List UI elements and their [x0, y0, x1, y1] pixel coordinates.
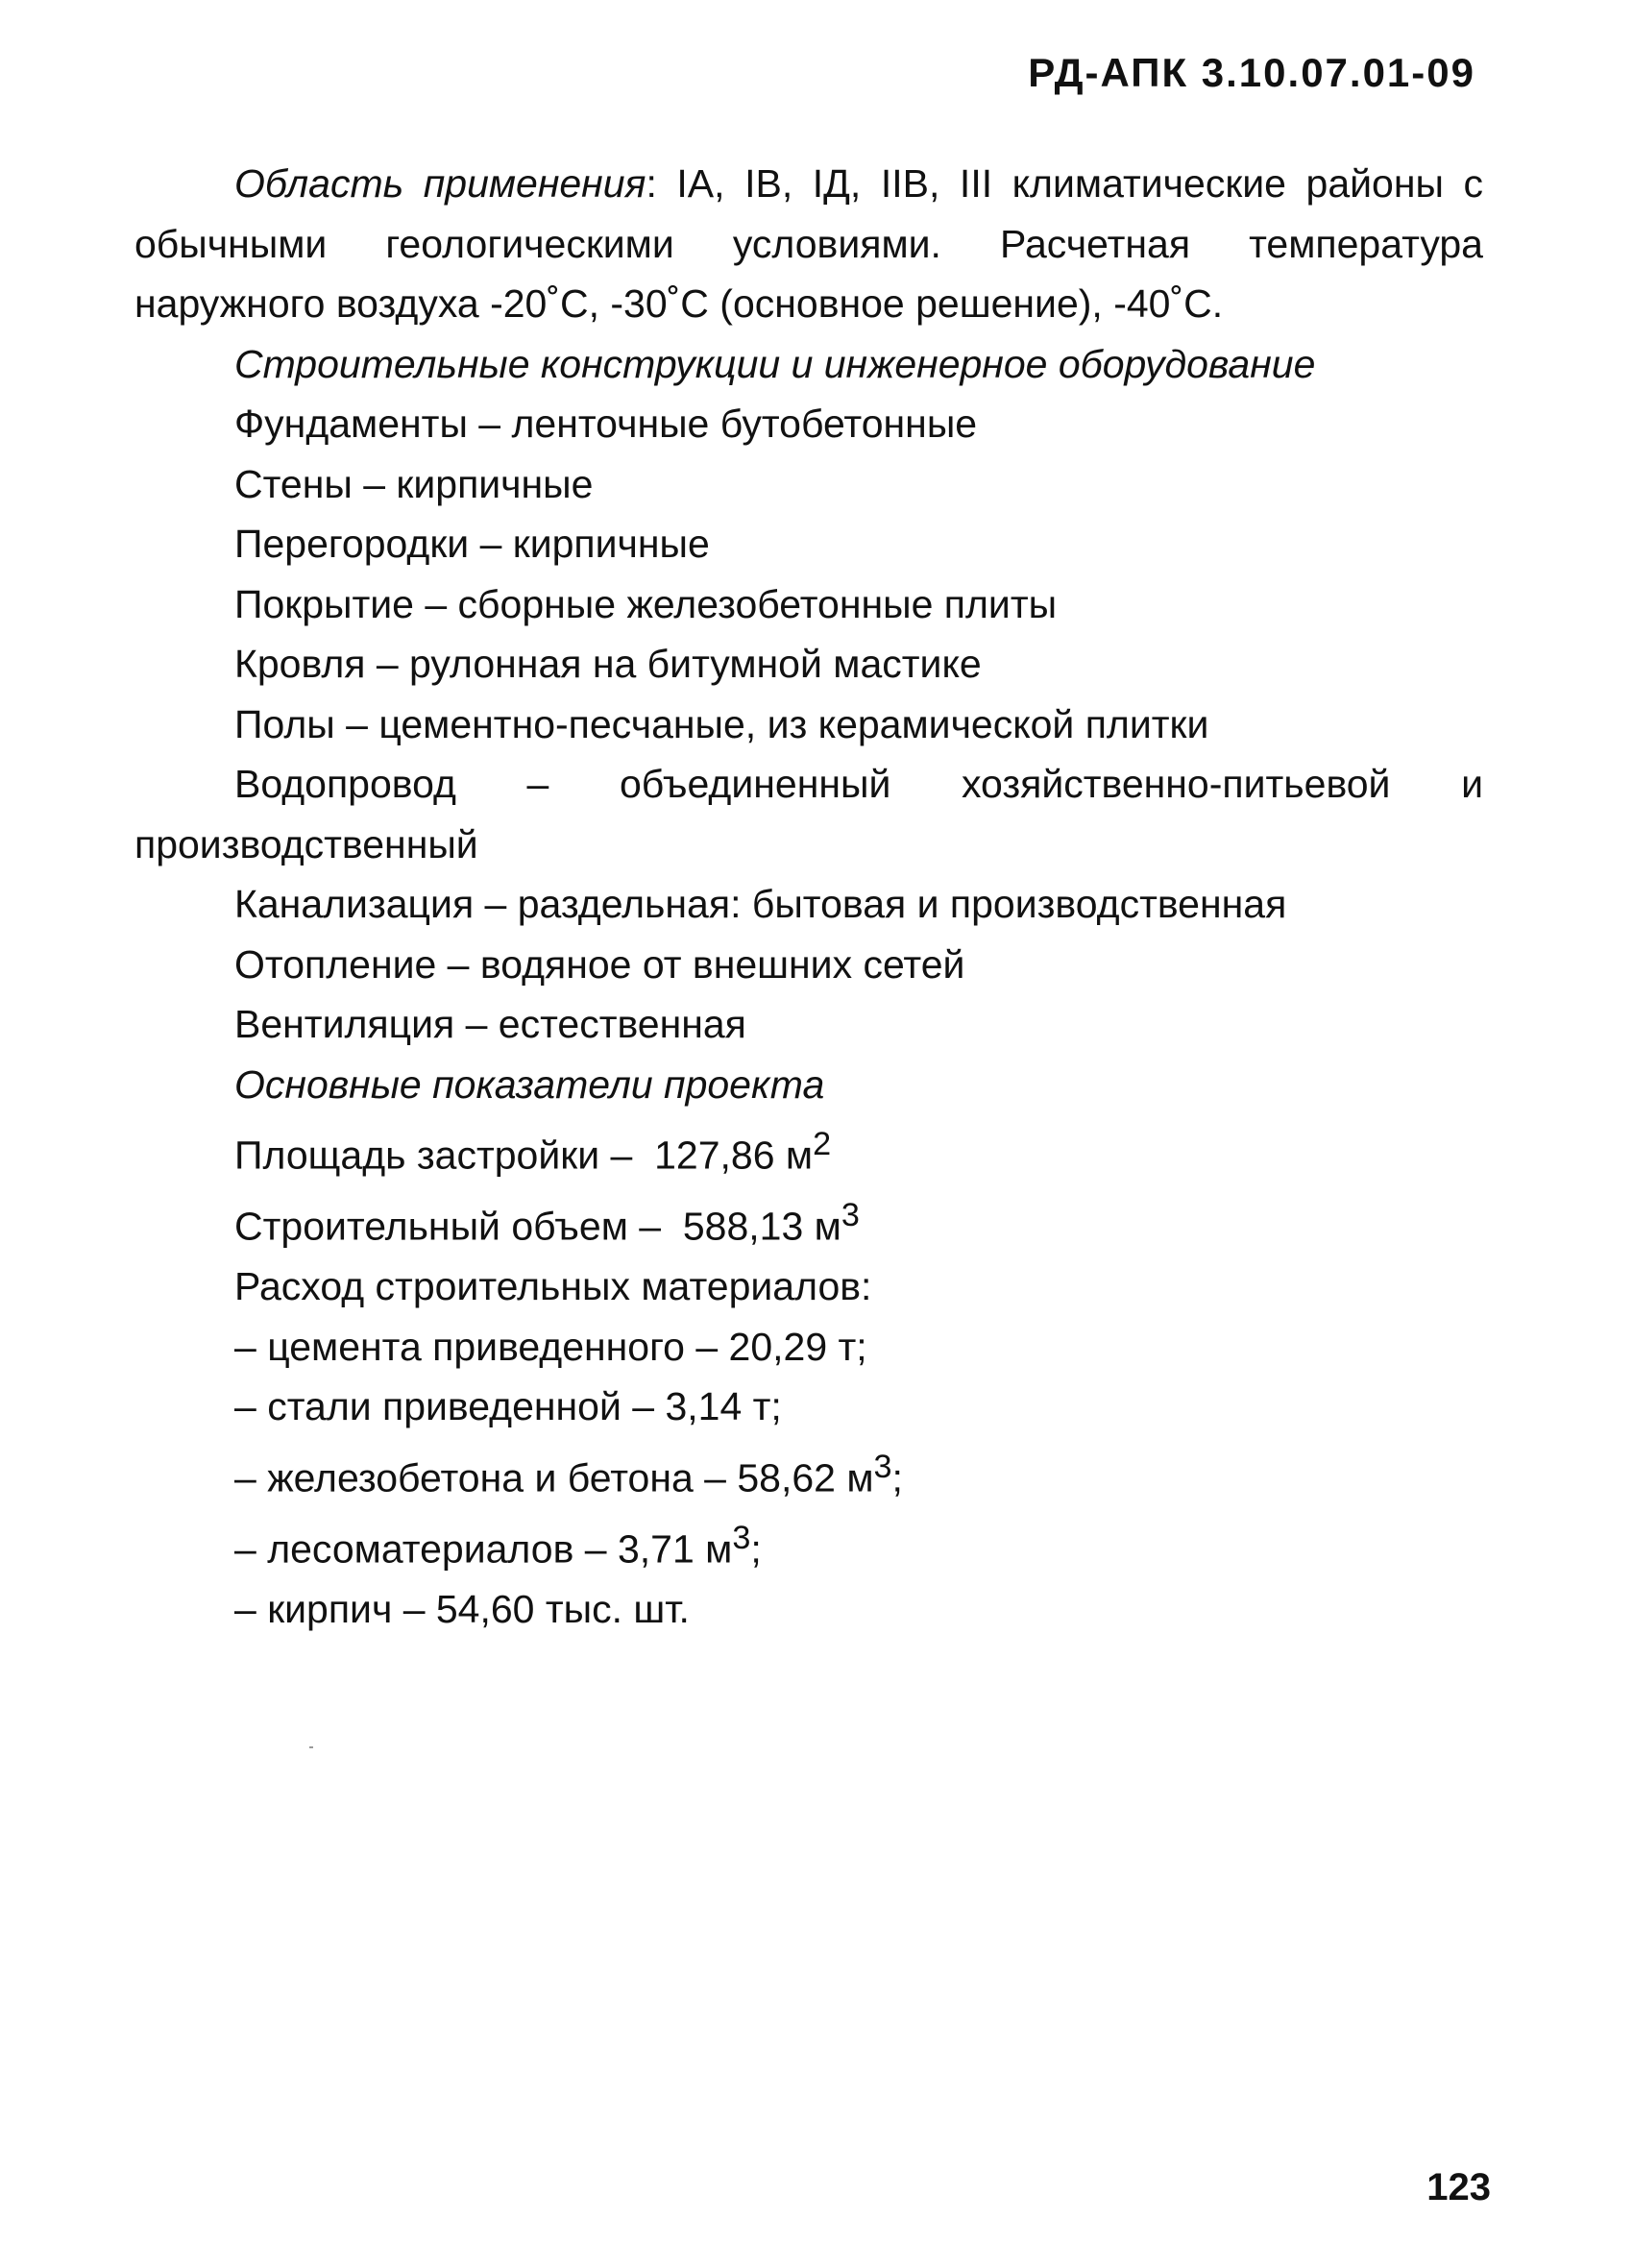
- material-timber-end: ;: [750, 1526, 762, 1572]
- building-area-value: 127,86 м: [654, 1133, 814, 1178]
- scan-speck: [309, 1746, 313, 1748]
- building-area-row: [134, 1114, 1483, 1185]
- materials-heading: Расход строительных материалов:: [234, 1264, 872, 1309]
- construction-heating: Отопление – водяное от внешних сетей: [234, 941, 965, 987]
- material-concrete-text: – железобетона и бетона – 58,62 м: [234, 1455, 874, 1500]
- material-timber: [134, 1508, 1483, 1579]
- building-volume-row: [134, 1185, 1483, 1256]
- material-concrete-end: ;: [891, 1455, 903, 1500]
- document-code: РД-АПК 3.10.07.01-09: [1028, 50, 1475, 95]
- material-timber-text: – лесоматериалов – 3,71 м: [234, 1526, 733, 1572]
- building-volume-unit-sup: 3: [841, 1197, 860, 1234]
- scope-paragraph: [134, 154, 1483, 334]
- page-number: 123: [1426, 2166, 1491, 2208]
- construction-walls: Стены – кирпичные: [234, 461, 594, 506]
- building-area-unit-sup: 2: [813, 1126, 832, 1162]
- material-steel: – стали приведенной – 3,14 т;: [234, 1384, 782, 1429]
- construction-foundations: Фундаменты – ленточные бутобетонные: [234, 402, 978, 446]
- material-brick: – кирпич – 54,60 тыс. шт.: [234, 1587, 690, 1632]
- scope-label: Область применения: [234, 161, 646, 206]
- construction-floors: Полы – цементно-песчаные, из керамической плитки: [234, 701, 1209, 746]
- construction-ventilation: Вентиляция – естественная: [234, 1002, 746, 1046]
- material-concrete: [134, 1437, 1483, 1508]
- construction-water-supply: Водопровод – объединенный хозяйственно-питьевой и производственный: [134, 762, 1483, 866]
- building-volume-value: 588,13 м: [682, 1204, 841, 1249]
- building-volume-label: Строительный объем –: [234, 1204, 662, 1249]
- construction-sewerage: Канализация – раздельная: бытовая и производственная: [234, 882, 1287, 926]
- construction-partitions: Перегородки – кирпичные: [234, 522, 710, 566]
- material-cement: – цемента приведенного – 20,29 т;: [234, 1324, 867, 1369]
- constructions-heading: Строительные конструкции и инженерное оборудование: [234, 341, 1316, 386]
- document-body: [134, 154, 1483, 1640]
- construction-covering: Покрытие – сборные железобетонные плиты: [234, 581, 1058, 626]
- building-area-label: Площадь застройки –: [234, 1133, 633, 1178]
- material-timber-sup: 3: [732, 1519, 751, 1556]
- indicators-heading: Основные показатели проекта: [234, 1061, 825, 1107]
- construction-roofing: Кровля – рулонная на битумной мастике: [234, 642, 982, 686]
- scope-text: : IA, IB, IД, IIB, III климатические районы с обычными геологическими условиями. Расчетная температура наружного воздуха -20˚С, -30˚С (основное решение), -40˚С.: [134, 161, 1483, 326]
- material-concrete-sup: 3: [873, 1448, 892, 1485]
